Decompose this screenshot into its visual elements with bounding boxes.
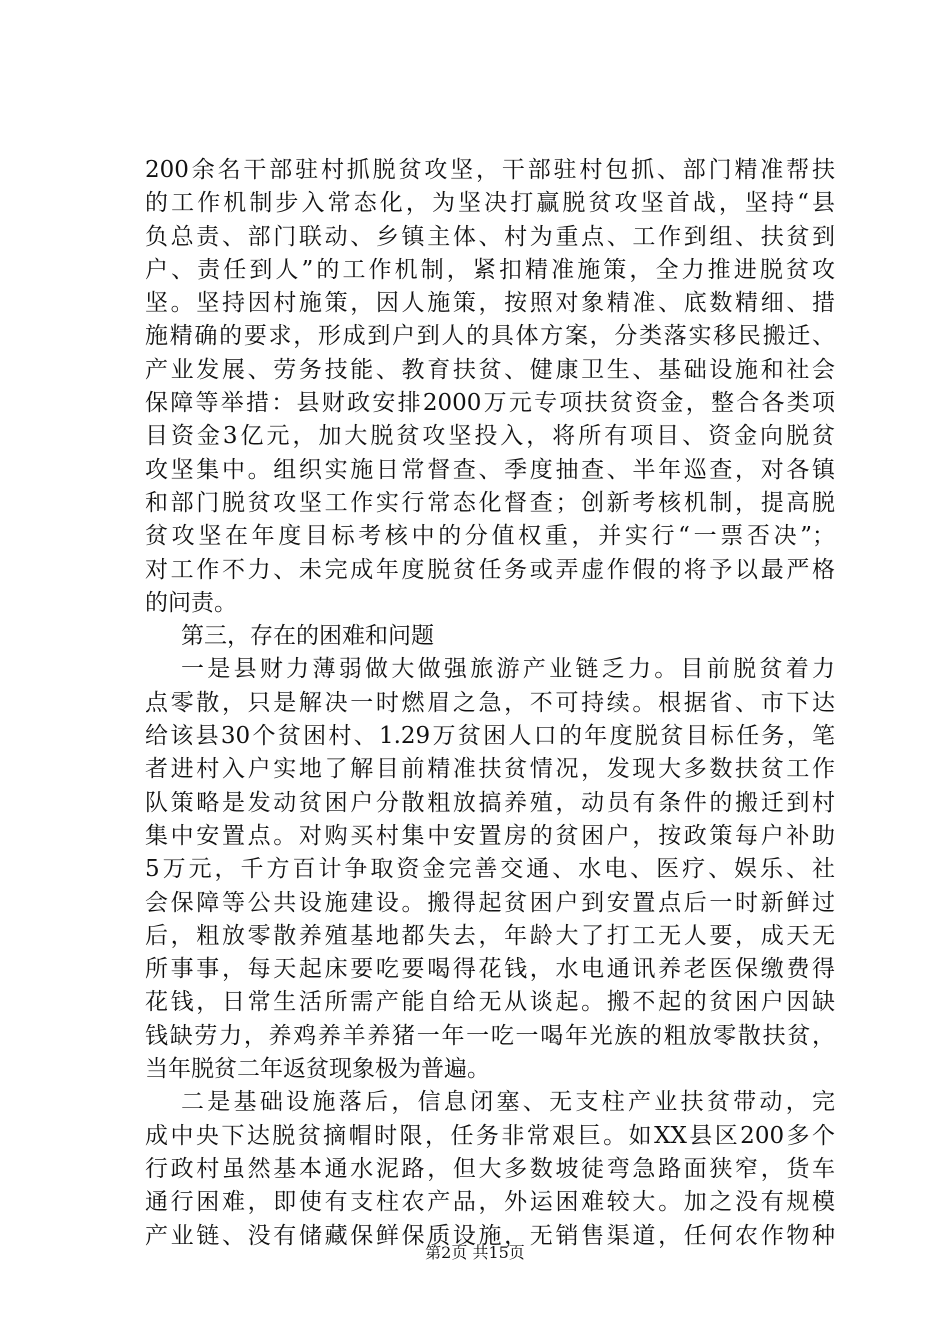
- text-line: 保障等举措：县财政安排2000万元专项扶贫资金，整合各类项: [145, 390, 835, 417]
- document-body: [145, 154, 835, 1253]
- text-line: 所事事，每天起床要吃要喝得花钱，水电通讯养老医保缴费得: [145, 956, 835, 983]
- text-line: 二是基础设施落后，信息闭塞、无支柱产业扶贫带动，完: [181, 1089, 835, 1116]
- text-line: 5万元，千方百计争取资金完善交通、水电、医疗、娱乐、社: [145, 856, 835, 883]
- text-line: 贫攻坚在年度目标考核中的分值权重，并实行“一票否决”；: [145, 523, 835, 550]
- text-line: 施精确的要求，形成到户到人的具体方案，分类落实移民搬迁、: [145, 323, 835, 350]
- text-line: 行政村虽然基本通水泥路，但大多数坡徒弯急路面狭窄，货车: [145, 1155, 835, 1182]
- text-line: 200余名干部驻村抓脱贫攻坚，干部驻村包抓、部门精准帮扶: [145, 157, 835, 183]
- section-heading: [145, 620, 835, 653]
- text-line: 的问责。: [145, 589, 237, 616]
- text-line: 集中安置点。对购买村集中安置房的贫困户，按政策每户补助: [145, 822, 835, 849]
- text-line: 攻坚集中。组织实施日常督查、季度抽查、半年巡查，对各镇: [145, 456, 835, 483]
- text-line: 队策略是发动贫困户分散粗放搞养殖，动员有条件的搬迁到村: [145, 789, 835, 816]
- text-line: 花钱，日常生活所需产能自给无从谈起。搬不起的贫困户因缺: [145, 989, 835, 1016]
- text-line: 给该县30个贫困村、1.29万贫困人口的年度脱贫目标任务，笔: [145, 723, 835, 750]
- text-line: 钱缺劳力，养鸡养羊养猪一年一吃一喝年光族的粗放零散扶贫，: [145, 1022, 835, 1049]
- text-line: 会保障等公共设施建设。搬得起贫困户到安置点后一时新鲜过: [145, 889, 835, 916]
- text-line: 坚。坚持因村施策，因人施策，按照对象精准、底数精细、措: [145, 290, 835, 317]
- text-line: 通行困难，即使有支柱农产品，外运困难较大。加之没有规模: [145, 1189, 835, 1216]
- text-line: 的工作机制步入常态化，为坚决打赢脱贫攻坚首战，坚持“县: [145, 190, 835, 217]
- text-line: 户、责任到人”的工作机制，紧扣精准施策，全力推进脱贫攻: [145, 256, 835, 283]
- text-line: 后，粗放零散养殖基地都失去，年龄大了打工无人要，成天无: [145, 922, 835, 949]
- paragraph: [145, 1086, 835, 1252]
- text-line: 者进村入户实地了解目前精准扶贫情况，发现大多数扶贫工作: [145, 756, 835, 783]
- text-line: 对工作不力、未完成年度脱贫任务或弄虚作假的将予以最严格: [145, 556, 835, 583]
- paragraph: [145, 653, 835, 1086]
- text-line: 点零散，只是解决一时燃眉之急，不可持续。根据省、市下达: [145, 689, 835, 716]
- page-number-footer: 第2页 共15页: [425, 1243, 525, 1262]
- text-line: 和部门脱贫攻坚工作实行常态化督查；创新考核机制，提高脱: [145, 489, 835, 516]
- text-line: 一是县财力薄弱做大做强旅游产业链乏力。目前脱贫着力: [181, 656, 835, 683]
- text-line: 产业发展、劳务技能、教育扶贫、健康卫生、基础设施和社会: [145, 356, 835, 383]
- text-line: 目资金3亿元，加大脱贫攻坚投入，将所有项目、资金向脱贫: [145, 423, 835, 450]
- text-line: 产业链、没有储藏保鲜保质设施，无销售渠道，任何农作物种: [145, 1222, 835, 1249]
- text-line: 当年脱贫二年返贫现象极为普遍。: [145, 1056, 490, 1083]
- text-line: 成中央下达脱贫摘帽时限，任务非常艰巨。如XX县区200多个: [145, 1122, 835, 1149]
- paragraph: [145, 154, 835, 620]
- heading-line: 第三，存在的困难和问题: [181, 623, 434, 650]
- text-line: 负总责、部门联动、乡镇主体、村为重点、工作到组、扶贫到: [145, 223, 835, 250]
